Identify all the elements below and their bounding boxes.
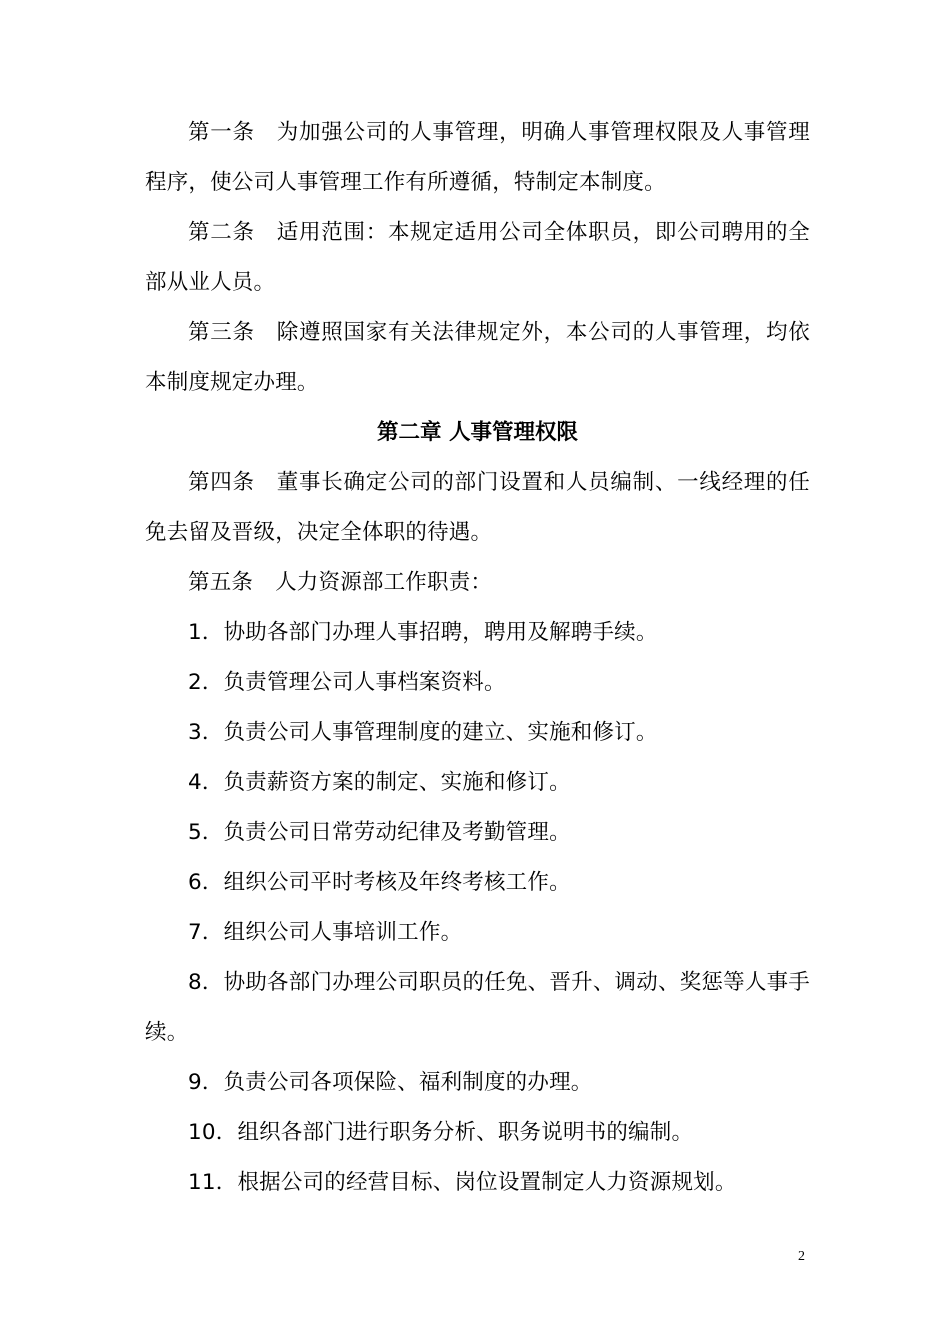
article-4-label: 第四条 (188, 470, 255, 495)
article-2-label: 第二条 (188, 220, 255, 245)
duty-item-1: 1．协助各部门办理人事招聘，聘用及解聘手续。 (188, 620, 658, 645)
article-3-text: 除遵照国家有关法律规定外，本公司的人事管理，均依本制度规定办理。 (145, 320, 810, 395)
duty-item-5: 5．负责公司日常劳动纪律及考勤管理。 (188, 820, 571, 845)
duty-item-9: 9．负责公司各项保险、福利制度的办理。 (188, 1070, 593, 1095)
duty-item-2: 2．负责管理公司人事档案资料。 (188, 670, 506, 695)
article-3-label: 第三条 (188, 320, 255, 345)
duty-item-8: 8．协助各部门办理公司职员的任免、晋升、调动、奖惩等人事手续。 (145, 970, 810, 1045)
article-5 (145, 558, 810, 608)
duty-item-3: 3．负责公司人事管理制度的建立、实施和修订。 (188, 720, 658, 745)
duty-item-4: 4．负责薪资方案的制定、实施和修订。 (188, 770, 571, 795)
duty-item-11: 11．根据公司的经营目标、岗位设置制定人力资源规划。 (188, 1170, 737, 1195)
article-4 (145, 458, 810, 558)
article-2 (145, 208, 810, 308)
article-4-text: 董事长确定公司的部门设置和人员编制、一线经理的任免去留及晋级，决定全体职的待遇。 (145, 470, 810, 545)
article-3 (145, 308, 810, 408)
article-5-label: 第五条 (188, 570, 254, 595)
article-1 (145, 108, 810, 208)
article-1-text: 为加强公司的人事管理，明确人事管理权限及人事管理程序，使公司人事管理工作有所遵循，特制定本制度。 (145, 120, 810, 195)
article-1-label: 第一条 (188, 120, 255, 145)
duty-item-10: 10．组织各部门进行职务分析、职务说明书的编制。 (188, 1120, 694, 1145)
article-2-text: 适用范围：本规定适用公司全体职员，即公司聘用的全部从业人员。 (145, 220, 810, 295)
duty-item-6: 6．组织公司平时考核及年终考核工作。 (188, 870, 571, 895)
chapter-title: 第二章 人事管理权限 (377, 420, 578, 445)
document-body (145, 108, 810, 1208)
page-number: 2 (798, 1249, 805, 1264)
article-5-text: 人力资源部工作职责： (275, 570, 493, 595)
duty-item-7: 7．组织公司人事培训工作。 (188, 920, 463, 945)
